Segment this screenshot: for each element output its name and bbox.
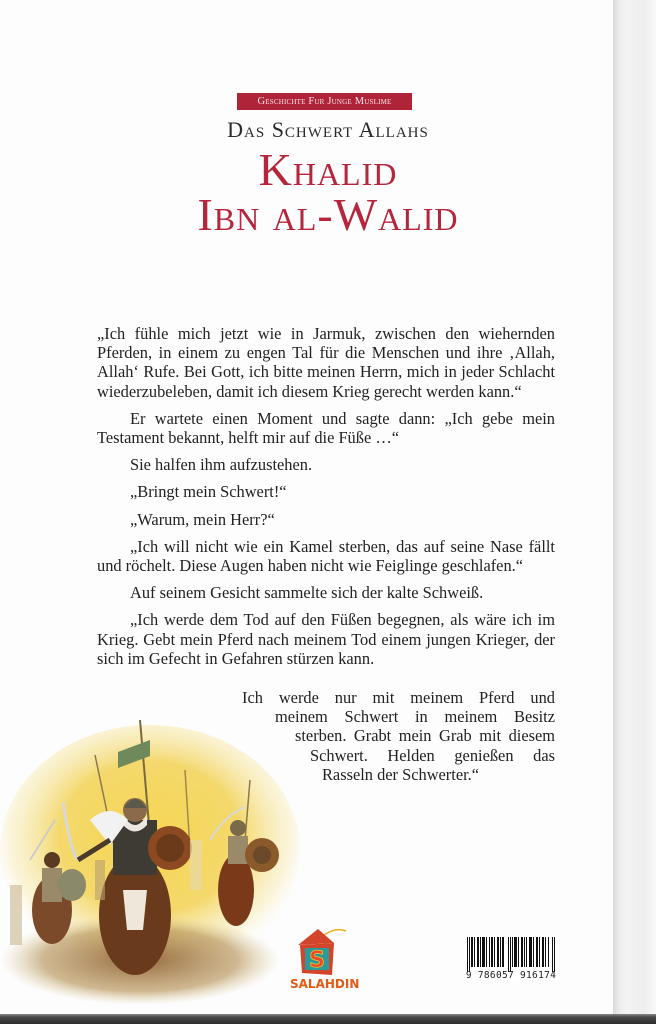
isbn-barcode <box>464 937 558 982</box>
excerpt-paragraph: „Ich fühle mich jetzt wie in Jarmuk, zwischen den wiehernden Pferden, in einem zu engen Tal für die Menschen und ihre ‚Allah, Allah‘ Rufe. Bei Gott, ich bitte meinen Herrn, mich in jeder Schlacht wiederzubeleben, damit ich diesem Krieg gerecht werden kann.“ <box>97 324 555 401</box>
excerpt-line: sterben. Grabt mein Grab mit diesem <box>295 726 555 746</box>
book-title-line-1: Khalid <box>258 144 398 195</box>
excerpt-paragraph: Auf seinem Gesicht sammelte sich der kalte Schweiß. <box>130 583 484 603</box>
excerpt-paragraph: „Bringt mein Schwert!“ <box>130 482 287 502</box>
excerpt-paragraph: Er wartete einen Moment und sagte dann: „Ich gebe mein Testament bekannt, helft mir auf die Füße …“ <box>97 408 555 448</box>
excerpt-line: meinem Schwert in meinem Besitz <box>275 707 555 727</box>
excerpt-paragraph: Sie halfen ihm aufzustehen. <box>130 455 313 475</box>
excerpt-text <box>97 324 555 668</box>
svg-text:S: S <box>309 948 325 973</box>
book-subtitle: Das Schwert Allahs <box>227 117 429 142</box>
excerpt-paragraph: „Ich will nicht wie ein Kamel sterben, das auf seine Nase fällt und röchelt. Diese Augen haben nicht wie Feiglinge geschlafen.“ <box>97 536 555 576</box>
isbn-digits: 9 786057 916174 <box>465 970 557 981</box>
excerpt-line: Rasseln der Schwerter.“ <box>322 764 480 784</box>
excerpt-line: Schwert. Helden genießen das <box>310 745 555 765</box>
series-badge: Geschichte Fur Junge Muslime <box>237 93 412 110</box>
excerpt-line: Ich werde nur mit meinem Pferd und <box>242 688 555 707</box>
publisher-name: SALAHDIN <box>290 977 360 991</box>
excerpt-paragraph: „Warum, mein Herr?“ <box>130 509 275 529</box>
barcode-icon <box>464 937 558 972</box>
scan-bottom-edge <box>0 1014 656 1024</box>
book-title-line-2: Ibn al-Walid <box>197 189 459 240</box>
excerpt-indented-text <box>242 688 555 784</box>
excerpt-paragraph: „Ich werde dem Tod auf den Füßen begegnen, als wäre ich im Krieg. Gebt mein Pferd nach meinem Tod einem jungen Krieger, der sich im Gefecht in Gefahren stürzen kann. <box>97 610 555 668</box>
